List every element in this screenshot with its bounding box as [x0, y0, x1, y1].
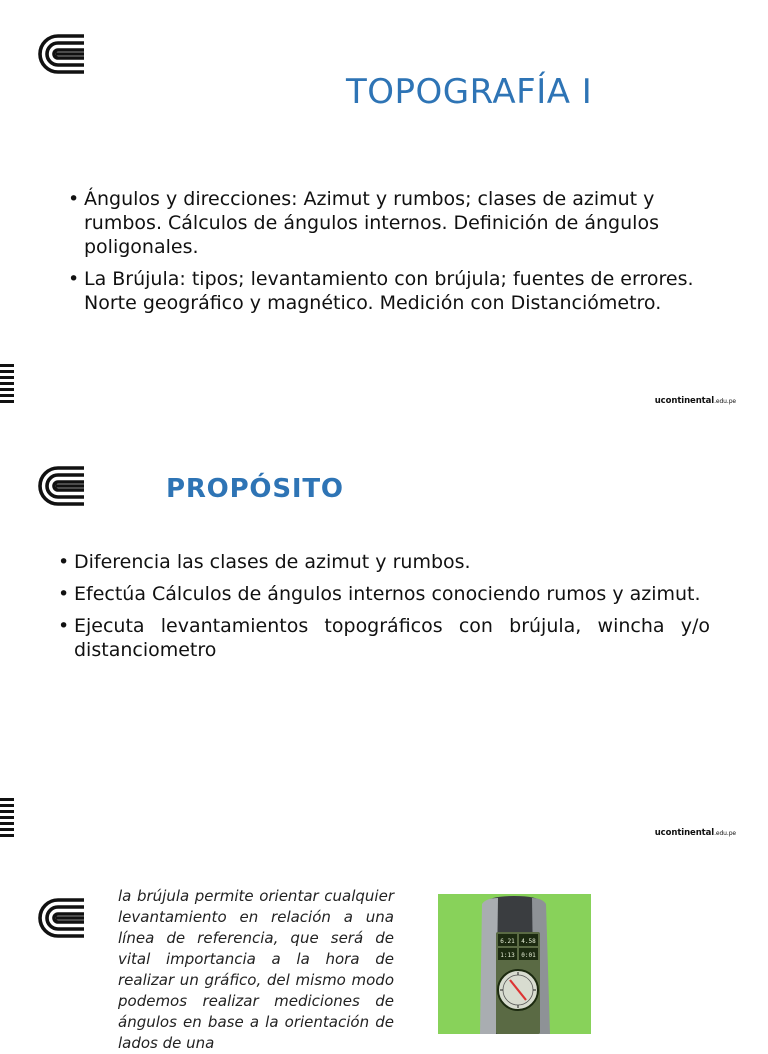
side-bars-icon: [0, 362, 16, 406]
slide-title: TOPOGRAFÍA I: [346, 72, 593, 112]
gps-device-photo: [438, 894, 591, 1034]
list-item: • Diferencia las clases de azimut y rumbos.: [58, 550, 710, 574]
list-item: • Ejecuta levantamientos topográficos con brújula, wincha y/o distanciometro: [58, 614, 710, 662]
slide-1: [0, 0, 768, 432]
gps-readout: 1:13: [500, 952, 515, 959]
gps-readout: 4.58: [521, 938, 536, 945]
side-bars-icon: [0, 796, 16, 840]
slide-3: [0, 864, 768, 1052]
topic-list: [68, 187, 728, 323]
brand-wordmark: ucontinental.edu.pe: [654, 828, 736, 838]
compass-paragraph: la brújula permite orientar cualquier levantamiento en relación a una línea de referencia, que será de vital importancia a la hora de realizar un gráfico, del mismo modo podemos realizar mediciones de ángulos en base a la orientación de lados de una: [118, 887, 394, 1052]
list-item: • La Brújula: tipos; levantamiento con brújula; fuentes de errores. Norte geográfico y magnético. Medición con Distanciómetro.: [68, 267, 728, 315]
brand-wordmark: ucontinental.edu.pe: [654, 396, 736, 406]
gps-readout: 0:01: [521, 952, 536, 959]
list-item: • Efectúa Cálculos de ángulos internos conociendo rumos y azimut.: [58, 582, 710, 606]
gps-device-icon: [438, 894, 591, 1034]
slide-title: PROPÓSITO: [166, 474, 344, 504]
university-logo-icon: [34, 896, 90, 940]
purpose-list: [58, 550, 710, 670]
slide-2: [0, 432, 768, 864]
list-item: • Ángulos y direcciones: Azimut y rumbos; clases de azimut y rumbos. Cálculos de ángulos internos. Definición de ángulos poligonales.: [68, 187, 728, 259]
university-logo-icon: [34, 464, 90, 508]
university-logo-icon: [34, 32, 90, 76]
gps-readout: 6.21: [500, 938, 515, 945]
